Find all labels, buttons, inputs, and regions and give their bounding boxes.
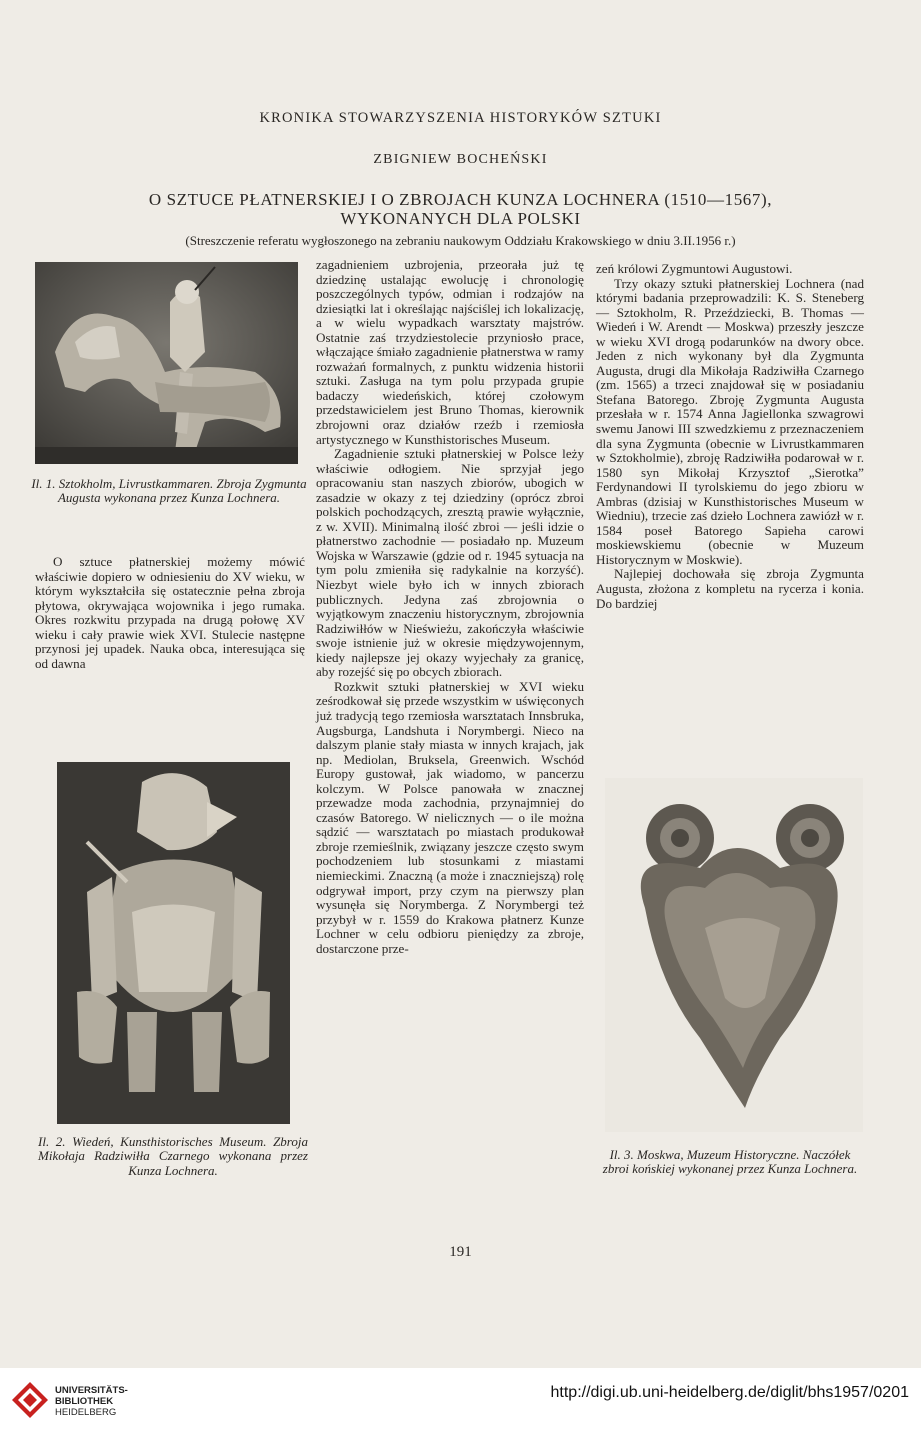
running-head: KRONIKA STOWARZYSZENIA HISTORYKÓW SZTUKI [259, 110, 662, 126]
library-name-line: HEIDELBERG [55, 1407, 117, 1418]
library-name-line: BIBLIOTHEK [55, 1396, 114, 1407]
figure-3-image [605, 778, 863, 1132]
article-author: ZBIGNIEW BOCHEŃSKI [373, 152, 548, 167]
paragraph: Zagadnienie sztuki płatnerskiej w Polsce leży właściwie odłogiem. Nie sprzyjał jego opracowaniu stan naszych zbiorów, ubogich w zasadzie w okazy z tej dziedziny (oprócz zbroi polskich pochodzących, zresztą prawie wyłącznie, z w. XVII). Minimalną ilość zbroi — jeśli idzie o płatnerstwo zachodnie — posiadało np. Muzeum Wojska w Warszawie (gdzie od r. 1945 sytuacja na tym polu zmieniła się radykalnie na korzyść). Niezbyt wiele było ich w innych zbiorach publicznych. Jedyna zaś zbrojownia o wyjątkowym znaczeniu historycznym, zbrojownia Radziwiłłów w Nieświeżu, zakończyła właściwie swoje istnienie już w okresie międzywojennym, kiedy najlepsze jej okazy wyjechały za granicę, aby rozejść się po obcych zbiorach. [316, 446, 584, 680]
column-1 [35, 555, 305, 671]
article-title-line-1: O SZTUCE PŁATNERSKIEJ I O ZBROJACH KUNZA LOCHNERA (1510—1567), [148, 190, 773, 209]
paragraph: O sztuce płatnerskiej możemy mówić właściwie dopiero w odniesieniu do XV wieku, w którym wykształciła się ostatecznie pełna zbroja płytowa, okrywająca wojownika i jego rumaka. Okres rozkwitu przypada na drugą połowę XV wieku i cały prawie wiek XVI. Stulecie następne przynosi jej upadek. Nauka obca, interesująca się od dawna [35, 554, 305, 671]
library-footer [0, 1368, 921, 1437]
column-2 [316, 258, 584, 956]
page-number: 191 [449, 1244, 472, 1260]
paragraph: zeń królowi Zygmuntowi Augustowi. [596, 261, 793, 276]
figure-1-caption: Il. 1. Sztokholm, Livrustkammaren. Zbroja Zygmunta Augusta wykonana przez Kunza Lochnera. [31, 476, 307, 506]
paragraph: zagadnieniem uzbrojenia, przeorała już tę dziedzinę ustalając ewolucję i chronologię poszczególnych typów, odmian i rodzajów na dziesiątki lat i określając najściślej ich lokalizację, a w wielu wypadkach warsztaty majstrów. Ostatnie zaś trzydziestolecie przyniosło prace, włączające śmiało zagadnienie płatnerstwa w ramy rozważań formalnych, z punktu widzenia historii sztuki. Zasługa na tym polu przypada grupie badaczy wiedeńskich, której czołowym przedstawicielem jest Bruno Thomas, kierownik zbrojowni oraz działów rzeźb i rzemiosła artystycznego w Kunsthistorisches Museum. [316, 257, 584, 447]
paragraph: Rozkwit sztuki płatnerskiej w XVI wieku ześrodkował się przede wszystkim w uświęconych już tradycją tego rzemiosła warsztatach Innsbruka, Augsburga, Landshuta i Norymbergi. Nieco na dalszym planie stały miasta w innych krajach, jak np. Mediolan, Bruksela, Greenwich. Wschód Europy gustował, jak wiadomo, w pancerzu kolczym. W Polsce panowała w znacznej przewadze moda zachodnia, przynajmniej do czasów Batorego. W nielicznych — o ile można sądzić — warsztatach po miastach produkował zbroje rzemieślnik, związany jeszcze często swym pochodzeniem lub stosunkami z miastami niemieckimi. Znaczną (a może i znaczniejszą) rolę odgrywał import, przy czym na pierwszy plan wysunęła się Norymberga. Z Norymbergi też przybył w r. 1559 do Krakowa płatnerz Kunze Lochner w celu odbioru pieniędzy za zbroje, dostarczone prze- [316, 678, 584, 956]
figure-1-image [35, 262, 298, 464]
article-subtitle: (Streszczenie referatu wygłoszonego na zebraniu naukowym Oddziału Krakowskiego w dniu 3.II.1956 r.) [185, 233, 736, 248]
paragraph: Najlepiej dochowała się zbroja Zygmunta Augusta, złożona z kompletu na rycerza i konia. Do bardziej [596, 566, 864, 611]
article-title-line-2: WYKONANYCH DLA POLSKI [340, 209, 581, 228]
library-name [55, 1385, 128, 1418]
source-url-link[interactable]: http://digi.ub.uni-heidelberg.de/diglit/bhs1957/0201 [550, 1384, 909, 1401]
article-title [60, 190, 861, 228]
library-name-line: UNIVERSITÄTS- [55, 1385, 128, 1396]
figure-2-image [57, 762, 290, 1124]
library-logo-icon [10, 1380, 50, 1420]
figure-2-caption: Il. 2. Wiedeń, Kunsthistorisches Museum. Zbroja Mikołaja Radziwiłła Czarnego wykonana przez Kunza Lochnera. [38, 1134, 308, 1178]
figure-3-caption: Il. 3. Moskwa, Muzeum Historyczne. Naczółek zbroi końskiej wykonanej przez Kunza Lochnera. [602, 1147, 858, 1177]
paragraph: Trzy okazy sztuki płatnerskiej Lochnera (nad którymi badania przeprowadzili: K. S. Steneberg — Sztokholm, R. Przeździecki, B. Thomas — Wiedeń i W. Arendt — Moskwa) przeszły jeszcze w wieku XVI drogą podarunków na dwory obce. Jeden z nich wykonany był dla Zygmunta Augusta, drugi dla Mikołaja Radziwiłła Czarnego (zm. 1565) a trzeci znajdował się w posiadaniu Stefana Batorego. Zbroję Zygmunta Augusta przesłała w r. 1574 Anna Jagiellonka szwagrowi swemu Janowi III szwedzkiemu z przeznaczeniem dla syna Zygmunta (obecnie w Livrustkammaren w Sztokholmie), zbroję Radziwiłła podarował w r. 1580 syn Mikołaj Krzysztof „Sierotka” Ferdynandowi II tyrolskiemu do jego zbioru w Ambras (dzisiaj w Kunsthistorisches Museum w Wiedniu), trzecie zaś dzieło Lochnera zawiózł w r. 1584 poseł Batorego Sapieha carowi moskiewskiemu (obecnie w Muzeum Historycznym w Moskwie). [596, 275, 864, 567]
column-3 [596, 262, 864, 611]
